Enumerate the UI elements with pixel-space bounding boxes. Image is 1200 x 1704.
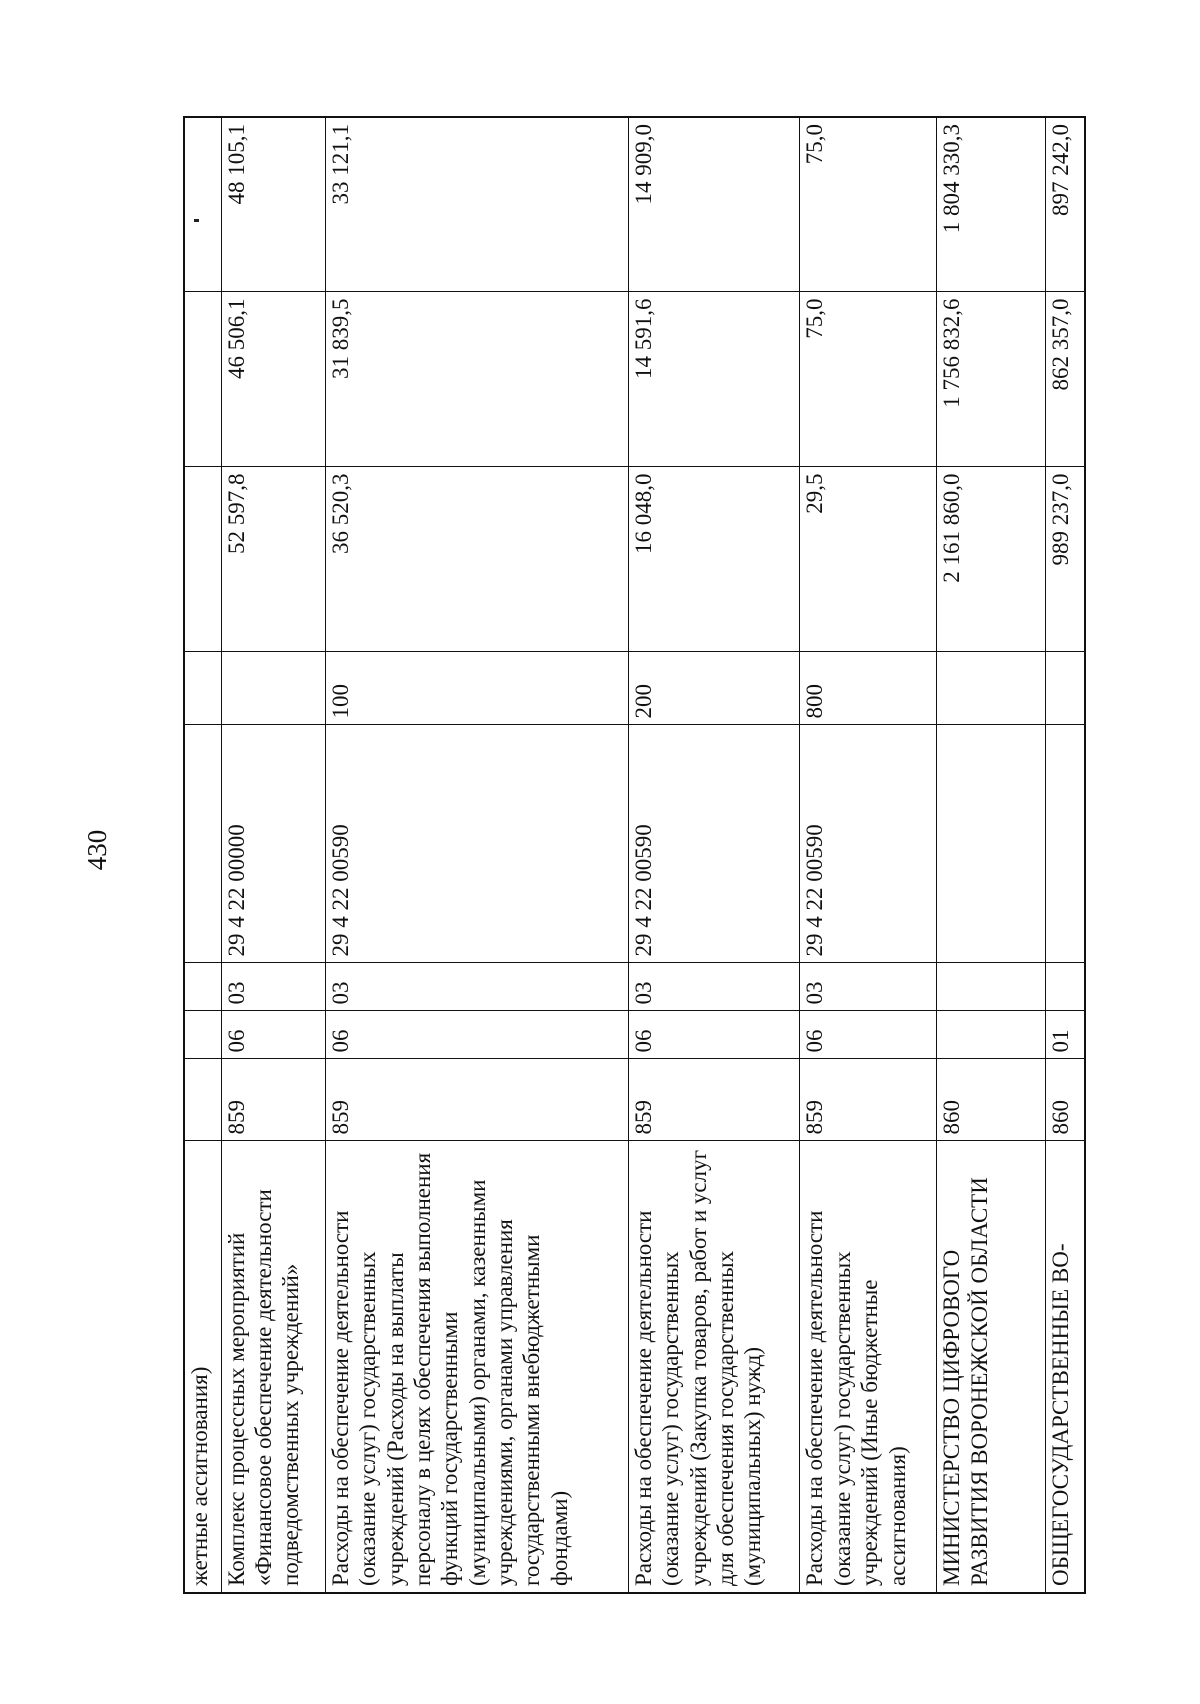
- cell-ved: 859: [800, 1059, 937, 1141]
- cell-year3: 1 804 330,3: [937, 117, 1046, 292]
- cell-vr: [1046, 652, 1085, 725]
- table-row: [628, 117, 800, 1593]
- cell-year2: 31 839,5: [325, 292, 628, 467]
- cell-year1: 52 597,8: [221, 467, 325, 652]
- budget-table: [183, 116, 1086, 1594]
- row-name: ОБЩЕГОСУДАРСТВЕННЫЕ ВО-: [1046, 1141, 1085, 1593]
- cell-pr: 03: [628, 963, 800, 1011]
- table-row: [325, 117, 628, 1593]
- cell-year2: 862 357,0: [1046, 292, 1085, 467]
- cell-csr: 29 4 22 00590: [325, 725, 628, 963]
- cell-pr: 03: [325, 963, 628, 1011]
- cell-rz: 06: [628, 1011, 800, 1059]
- cell-vr: 100: [325, 652, 628, 725]
- cell-rz: 06: [325, 1011, 628, 1059]
- cell-pr: [937, 963, 1046, 1011]
- cell-vr: [221, 652, 325, 725]
- table-row: [1046, 117, 1085, 1593]
- cell-year2: 75,0: [800, 292, 937, 467]
- row-name: Расходы на обеспечение деятельности (оказание услуг) государственных учреждений (Иные бюджетные ассигнования): [800, 1141, 937, 1593]
- cell-csr: [937, 725, 1046, 963]
- cell-year2: 1 756 832,6: [937, 292, 1046, 467]
- cell-year3: 33 121,1: [325, 117, 628, 292]
- cell-vr: 200: [628, 652, 800, 725]
- cell-year3: 75,0: [800, 117, 937, 292]
- cell-year2: [184, 292, 221, 467]
- page-number: 430: [82, 829, 112, 871]
- table-row: [184, 117, 221, 1593]
- cell-ved: 859: [221, 1059, 325, 1141]
- cell-vr: 800: [800, 652, 937, 725]
- cell-csr: 29 4 22 00590: [628, 725, 800, 963]
- cell-ved: 859: [325, 1059, 628, 1141]
- cell-pr: [184, 963, 221, 1011]
- cell-year3: 897 242,0: [1046, 117, 1085, 292]
- row-name: Расходы на обеспечение деятельности (оказание услуг) государственных учреждений (Закупка товаров, работ и услуг для обеспечения государственных (муниципальных) нужд): [628, 1141, 800, 1593]
- cell-rz: 01: [1046, 1011, 1085, 1059]
- cell-year1: 989 237,0: [1046, 467, 1085, 652]
- cell-rz: 06: [221, 1011, 325, 1059]
- cell-csr: 29 4 22 00000: [221, 725, 325, 963]
- cell-pr: 03: [800, 963, 937, 1011]
- cell-vr: [937, 652, 1046, 725]
- cell-csr: [184, 725, 221, 963]
- cell-year3: 14 909,0: [628, 117, 800, 292]
- row-name: Расходы на обеспечение деятельности (оказание услуг) государственных учреждений (Расходы на выплаты персоналу в целях обеспечения выполнения функций государственными (муниципальными) органами, казенными учреждениями, органами управления государственными внебюджетными фондами): [325, 1141, 628, 1593]
- cell-ved: [184, 1059, 221, 1141]
- table-row: [800, 117, 937, 1593]
- cell-vr: [184, 652, 221, 725]
- table-row: [221, 117, 325, 1593]
- cell-ved: 859: [628, 1059, 800, 1141]
- row-name: жетные ассигнования): [184, 1141, 221, 1593]
- cell-pr: 03: [221, 963, 325, 1011]
- cell-rz: 06: [800, 1011, 937, 1059]
- cell-rz: [184, 1011, 221, 1059]
- cell-year3: [184, 117, 221, 292]
- cell-year1: 16 048,0: [628, 467, 800, 652]
- cell-year1: 29,5: [800, 467, 937, 652]
- cell-csr: [1046, 725, 1085, 963]
- row-name: Комплекс процессных мероприятий «Финансовое обеспечение деятельности подведомственных учреждений»: [221, 1141, 325, 1593]
- budget-table-rotated: [183, 118, 1086, 1594]
- cell-year1: 36 520,3: [325, 467, 628, 652]
- row-name: МИНИСТЕРСТВО ЦИФРОВОГО РАЗВИТИЯ ВОРОНЕЖСКОЙ ОБЛАСТИ: [937, 1141, 1046, 1593]
- cell-year2: 46 506,1: [221, 292, 325, 467]
- table-row: [937, 117, 1046, 1593]
- cell-csr: 29 4 22 00590: [800, 725, 937, 963]
- cell-pr: [1046, 963, 1085, 1011]
- cell-ved: 860: [1046, 1059, 1085, 1141]
- cell-year1: [184, 467, 221, 652]
- cell-year2: 14 591,6: [628, 292, 800, 467]
- cell-year3: 48 105,1: [221, 117, 325, 292]
- cell-rz: [937, 1011, 1046, 1059]
- cell-year1: 2 161 860,0: [937, 467, 1046, 652]
- cell-ved: 860: [937, 1059, 1046, 1141]
